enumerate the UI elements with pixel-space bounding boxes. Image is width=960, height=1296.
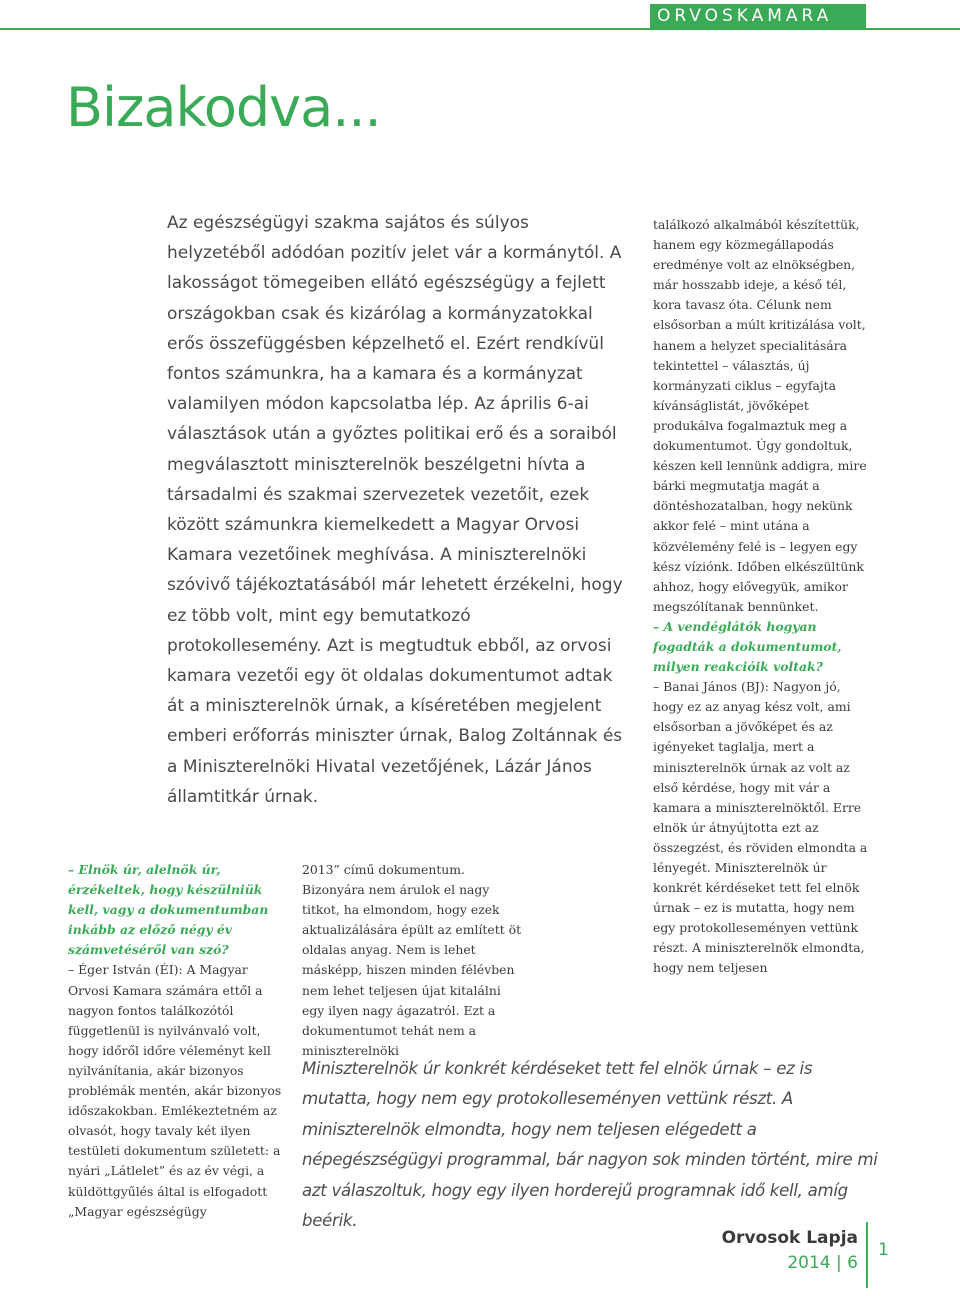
interview-answer: – Banai János (BJ): Nagyon jó, hogy ez az anyag kész volt, ami elsősorban a jövőképet és az igényeket taglalja, mert a miniszterelnök úrnak az volt az első kérdése, hogy mit vár a kamara a miniszterelnöktől. Erre elnök úr átnyújtotta ezt az összegzést, és röviden elmondta a lényegét. Miniszterelnök úr konkrét kérdéseket tett fel elnök úrnak – ez is mutatta, hogy nem egy protokolleseményen vettünk részt. A miniszterelnök elmondta, hogy nem teljesen xyxy=(653,679,868,976)
interview-question: – A vendéglátók hogyan fogadták a dokumentumot, milyen reakcióik voltak? xyxy=(653,618,842,675)
lead-paragraph: Az egészségügyi szakma sajátos és súlyos helyzetéből adódóan pozitív jelet vár a kormánytól. A lakosságot tömegeiben ellátó egészségügy a fejlett országokban csak és kizárólag a kormányzatokkal erős összefüggésben képzelhető el. Ezért rendkívül fontos számunkra, ha a kamara és a kormányzat valamilyen módon kapcsolatba lép. Az április 6-ai választások után a győztes politikai erő és a soraiból megválasztott miniszterelnök beszélgetni hívta a társadalmi és szakmai szervezetek vezetőit, ezek között számunkra kiemelkedett a Magyar Orvosi Kamara vezetőinek meghívása. A miniszterelnöki szóvivő tájékoztatásából már lehetett érzékelni, hogy ez több volt, mint egy bemutatkozó protokollesemény. Azt is megtudtuk ebből, az orvosi kamara vezetői egy öt oldalas dokumentumot adtak át a miniszterelnök úrnak, a kíséretében megjelent emberi erőforrás miniszter úrnak, Balog Zoltánnak és a Miniszterelnöki Hivatal vezetőjének, Lázár János államtitkár úrnak. xyxy=(167,213,623,807)
interview-answer: – Éger István (ÉI): A Magyar Orvosi Kamara számára ettől a nagyon fontos találkozótól függetlenül is nyilvánvaló volt, hogy időről időre véleményt kell nyilvánítania, akár bizonyos problémák mentén, akár bizonyos időszakokban. Emlékeztetném az olvasót, hogy tavaly két ilyen testületi dokumentum született: a nyári „Látlelet” és az év végi, a küldöttgyűlés által is elfogadott „Magyar egészségügy xyxy=(68,962,282,1219)
issue-number: 6 xyxy=(847,1253,858,1273)
section-label: ORVOSKAMARA xyxy=(650,4,866,28)
body-column-right xyxy=(653,215,873,979)
issue-info: 2014 | 6 xyxy=(787,1253,858,1273)
interview-answer-continued: 2013” című dokumentum. Bizonyára nem árulok el nagy titkot, ha elmondom, hogy ezek aktualizálására épült az említett öt oldalas anyag. Nem is lehet másképp, hiszen minden félévben nem lehet teljesen újat kitalálni egy ilyen nagy ágazatról. Ezt a dokumentumot tehát nem a miniszterelnöki xyxy=(302,862,522,1058)
magazine-footer xyxy=(700,1226,858,1276)
footer-divider xyxy=(866,1222,868,1288)
issue-year: 2014 xyxy=(787,1253,831,1273)
body-column-left xyxy=(68,860,286,1222)
article-title: Bizakodva... xyxy=(66,76,381,139)
interview-answer-continued: találkozó alkalmából készítettük, hanem egy közmegállapodás eredménye volt az elnökségben, már hosszabb ideje, a késő tél, kora tavasz óta. Célunk nem elsősorban a múlt kritizálása volt, hanem a helyzet specialitására tekintettel – választás, új kormányzati ciklus – egyfajta kívánságlistát, jövőképet produkálva fogalmaztuk meg a dokumentumot. Úgy gondoltuk, készen kell lennünk addigra, mire bárki megmutatja magát a döntéshozatalban, hogy nekünk akkor felé – mint utána a közvélemény felé is – legyen egy kész víziónk. Időben elkészültünk ahhoz, hogy elővegyük, amikor megszólítanak bennünket. xyxy=(653,217,867,614)
pull-quote: Miniszterelnök úr konkrét kérdéseket tett fel elnök úrnak – ez is mutatta, hogy nem egy protokolleseményen vettünk részt. A miniszterelnök elmondta, hogy nem teljesen elégedett a népegészségügyi programmal, bár nagyon sok minden történt, mire mi azt válaszoltuk, hogy egy ilyen horderejű programnak idő kell, amíg beérik. xyxy=(302,1059,878,1231)
interview-question: – Elnök úr, alelnök úr, érzékeltek, hogy készülniük kell, vagy a dokumentumban inkább az előző négy év számvetéséről van szó? xyxy=(68,862,269,958)
page-number: 1 xyxy=(878,1240,889,1260)
header-rule xyxy=(0,28,960,30)
magazine-name: Orvosok Lapja xyxy=(721,1228,858,1248)
body-column-middle xyxy=(302,860,524,1061)
